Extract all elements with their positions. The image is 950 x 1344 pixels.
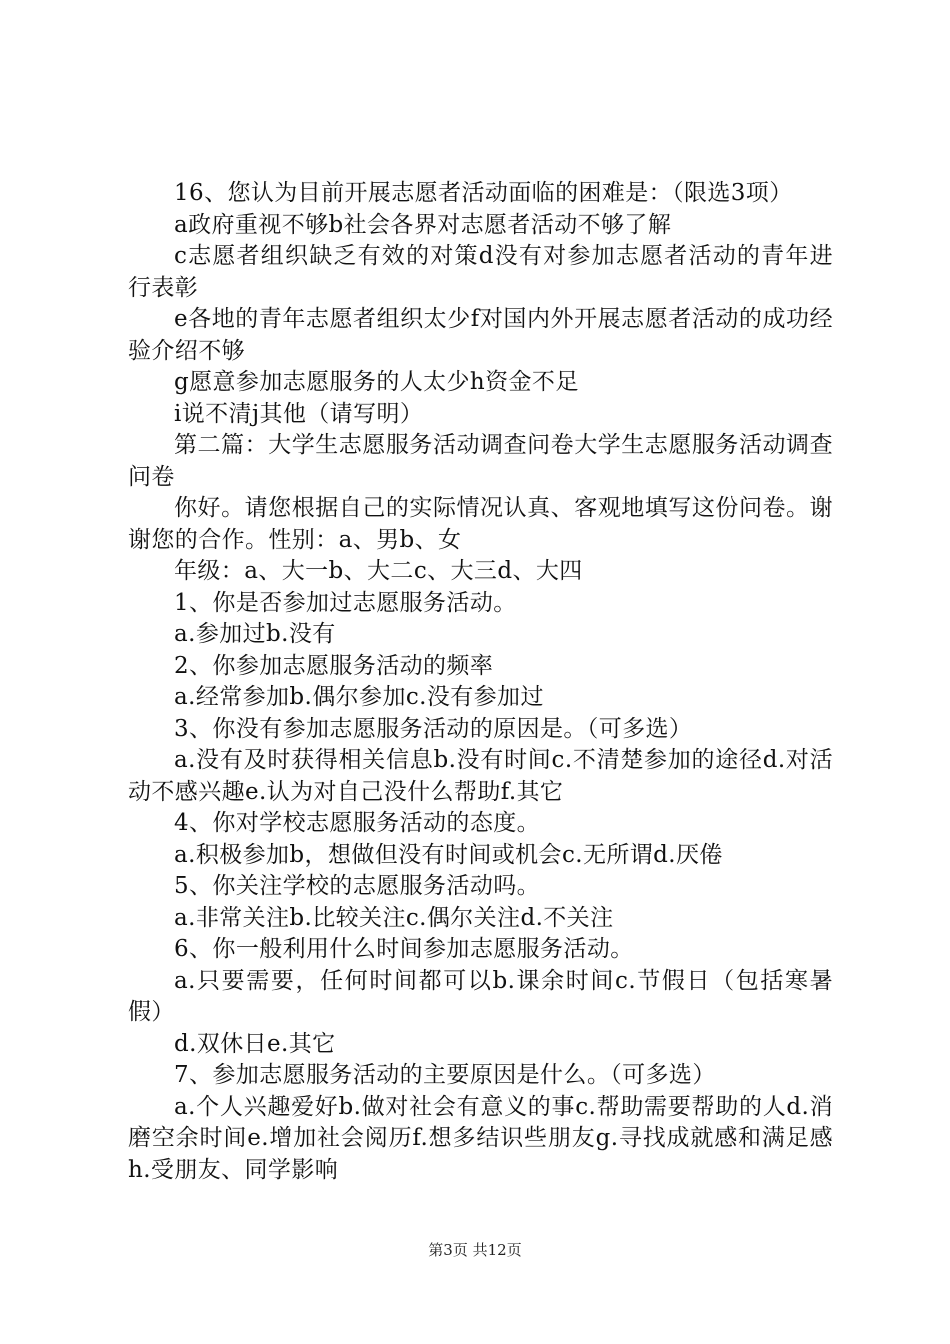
question-5-options: a.非常关注b.比较关注c.偶尔关注d.不关注 xyxy=(174,904,614,931)
question-2-options: a.经常参加b.偶尔参加c.没有参加过 xyxy=(174,684,544,710)
grade-question: 年级：a、大一b、大二c、大三d、大四 xyxy=(174,558,583,584)
question-1: 1、你是否参加过志愿服务活动。 xyxy=(174,589,517,616)
question-16-options-gh: g愿意参加志愿服务的人太少h资金不足 xyxy=(174,369,579,395)
question-16: 16、您认为目前开展志愿者活动面临的困难是：（限选3项） xyxy=(174,180,793,206)
question-3: 3、你没有参加志愿服务活动的原因是。（可多选） xyxy=(174,715,693,742)
question-1-options: a.参加过b.没有 xyxy=(174,621,336,647)
section-heading: 第二篇：大学生志愿服务活动调查问卷大学生志愿服务活动调查问卷 xyxy=(128,432,833,490)
question-2: 2、你参加志愿服务活动的频率 xyxy=(174,652,494,679)
question-3-options: a.没有及时获得相关信息b.没有时间c.不清楚参加的途径d.对活动不感兴趣e.认为对自己没什么帮助f.其它 xyxy=(128,747,833,805)
question-16-options-ab: a政府重视不够b社会各界对志愿者活动不够了解 xyxy=(174,211,672,238)
page-number-footer: 第3页 共12页 xyxy=(428,1241,522,1259)
question-6-options-abc: a.只要需要，任何时间都可以b.课余时间c.节假日（包括寒暑假） xyxy=(128,967,833,1025)
question-7-options: a.个人兴趣爱好b.做对社会有意义的事c.帮助需要帮助的人d.消磨空余时间e.增加社会阅历f.想多结识些朋友g.寻找成就感和满足感h.受朋友、同学影响 xyxy=(128,1093,833,1183)
question-6-options-de: d.双休日e.其它 xyxy=(174,1030,336,1057)
question-6: 6、你一般利用什么时间参加志愿服务活动。 xyxy=(174,936,634,962)
document-body xyxy=(128,178,833,1186)
survey-intro: 你好。请您根据自己的实际情况认真、客观地填写这份问卷。谢谢您的合作。性别：a、男b、女 xyxy=(128,495,833,553)
question-7: 7、参加志愿服务活动的主要原因是什么。（可多选） xyxy=(174,1062,716,1088)
question-16-options-cd: c志愿者组织缺乏有效的对策d没有对参加志愿者活动的青年进行表彰 xyxy=(128,243,833,301)
question-5: 5、你关注学校的志愿服务活动吗。 xyxy=(174,873,541,899)
question-16-options-ef: e各地的青年志愿者组织太少f对国内外开展志愿者活动的成功经验介绍不够 xyxy=(128,306,833,364)
question-16-options-ij: i说不清j其他（请写明） xyxy=(174,400,424,427)
question-4: 4、你对学校志愿服务活动的态度。 xyxy=(174,810,541,836)
question-4-options: a.积极参加b，想做但没有时间或机会c.无所谓d.厌倦 xyxy=(174,841,723,868)
